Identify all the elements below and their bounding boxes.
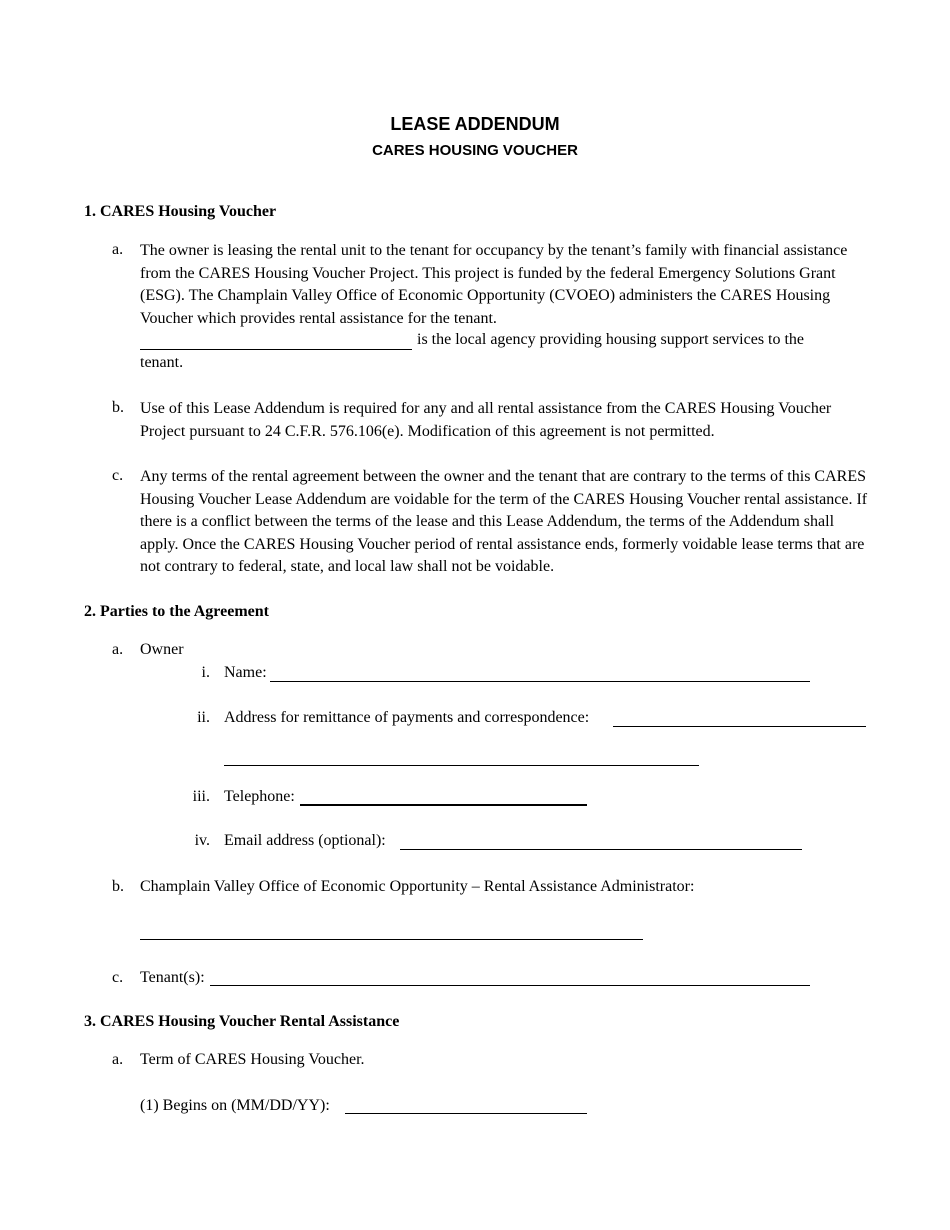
section-1b-text: Use of this Lease Addendum is required for any and all rental assistance from the CARES Housing Voucher Project pursuant to 24 C.F.R. 576.106(e). Modification of this agreement is not permitted. bbox=[140, 400, 832, 440]
tenants-label: Tenant(s): bbox=[140, 969, 205, 986]
owner-label: Owner bbox=[140, 641, 184, 658]
owner-telephone-label: Telephone: bbox=[224, 788, 295, 805]
owner-address-label: Address for remittance of payments and correspondence: bbox=[224, 709, 590, 726]
roman-iv: iv. bbox=[194, 832, 210, 849]
item-marker-1b: b. bbox=[112, 399, 124, 416]
owner-email-field[interactable] bbox=[400, 849, 802, 850]
section-1a-tail: tenant. bbox=[140, 354, 184, 371]
owner-name-field[interactable] bbox=[270, 681, 810, 682]
support-agency-blank[interactable] bbox=[140, 349, 412, 350]
document-subtitle: CARES HOUSING VOUCHER bbox=[372, 142, 578, 159]
owner-address-field[interactable] bbox=[613, 726, 866, 727]
support-agency-suffix: is the local agency providing housing support services to the bbox=[417, 331, 805, 348]
document-title: LEASE ADDENDUM bbox=[390, 114, 560, 134]
owner-name-label: Name: bbox=[224, 664, 267, 681]
section-1c-text: Any terms of the rental agreement between the owner and the tenant that are contrary to the terms of this CARES Housing Voucher Lease Addendum are voidable for the term of the CARES Housing Voucher rental assistance. If there is a conflict between the terms of the lease and this Lease Addendum, the terms of the Addendum shall apply. Once the CARES Housing Voucher period of rental assistance ends, formerly voidable lease terms that are not contrary to federal, state, and local law shall not be voidable. bbox=[140, 468, 868, 575]
item-marker-2c: c. bbox=[112, 969, 124, 986]
section-3-heading: 3. CARES Housing Voucher Rental Assistance bbox=[84, 1013, 400, 1030]
item-marker-2a: a. bbox=[112, 641, 124, 658]
section-1-heading: 1. CARES Housing Voucher bbox=[84, 203, 277, 220]
item-marker-1c: c. bbox=[112, 467, 124, 484]
item-marker-2b: b. bbox=[112, 878, 124, 895]
administrator-field[interactable] bbox=[140, 939, 643, 940]
item-marker-1a: a. bbox=[112, 241, 124, 258]
begins-on-field[interactable] bbox=[345, 1113, 587, 1114]
roman-ii: ii. bbox=[197, 709, 210, 726]
roman-i: i. bbox=[201, 664, 210, 681]
owner-telephone-field[interactable] bbox=[300, 804, 587, 806]
voucher-term-label: Term of CARES Housing Voucher. bbox=[140, 1051, 365, 1068]
owner-email-label: Email address (optional): bbox=[224, 832, 386, 849]
owner-address-field-line2[interactable] bbox=[224, 765, 699, 766]
tenants-field[interactable] bbox=[210, 985, 810, 986]
begins-on-label: (1) Begins on (MM/DD/YY): bbox=[140, 1097, 330, 1114]
roman-iii: iii. bbox=[192, 788, 210, 805]
administrator-label: Champlain Valley Office of Economic Opportunity – Rental Assistance Administrator: bbox=[140, 878, 695, 895]
section-2-heading: 2. Parties to the Agreement bbox=[84, 603, 269, 620]
item-marker-3a: a. bbox=[112, 1051, 124, 1068]
section-1a-text: The owner is leasing the rental unit to the tenant for occupancy by the tenant’s family with financial assistance from the CARES Housing Voucher Project. This project is funded by the federal Emergency Solutions Grant (ESG). The Champlain Valley Office of Economic Opportunity (CVOEO) administers the CARES Housing Voucher which provides rental assistance for the tenant. bbox=[140, 242, 848, 327]
